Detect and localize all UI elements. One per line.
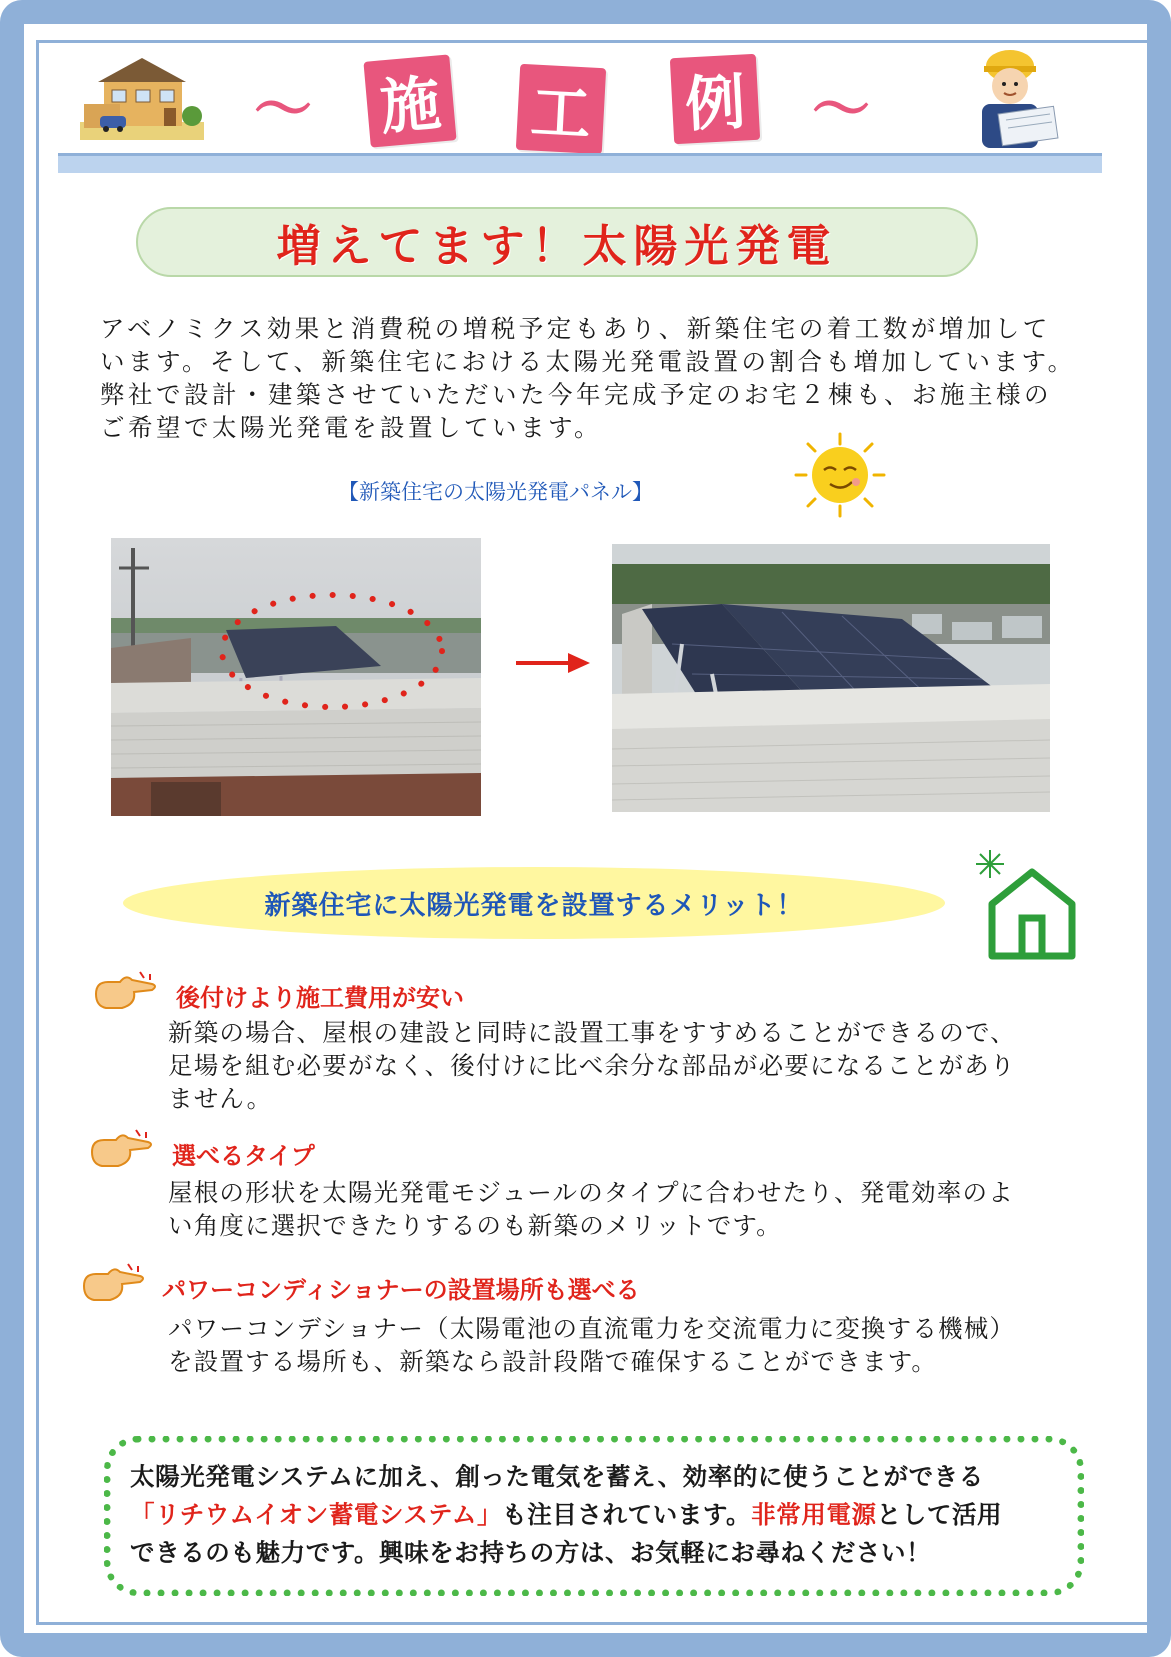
tilde-left: 〜 bbox=[254, 75, 313, 143]
inner-frame bbox=[36, 40, 1162, 1625]
closing-line-1: 太陽光発電システムに加え、創った電気を蓄え、効率的に使うことができる bbox=[130, 1462, 984, 1491]
title-char-3: 例 bbox=[670, 54, 760, 144]
merit-heading: 新築住宅に太陽光発電を設置するメリット！ bbox=[264, 890, 804, 921]
header-rule bbox=[58, 153, 1102, 173]
house-illustration bbox=[80, 52, 204, 144]
closing-highlight-2: 非常用電源 bbox=[751, 1500, 877, 1529]
intro-line: 弊社で設計・建築させていただいた今年完成予定のお宅２棟も、お施主様の bbox=[100, 380, 1052, 409]
pointing-hand-icon bbox=[88, 1128, 154, 1172]
closing-line-2 bbox=[130, 1496, 1080, 1534]
sun-icon bbox=[790, 432, 890, 518]
merit-body-3 bbox=[168, 1312, 1088, 1378]
closing-line-3: できるのも魅力です。興味をお持ちの方は、お気軽にお尋ねください！ bbox=[130, 1538, 932, 1567]
merit-line: ません。 bbox=[168, 1084, 273, 1113]
pointing-hand-icon bbox=[92, 970, 158, 1014]
arrow-right-icon bbox=[514, 650, 592, 676]
section-heading-pill bbox=[136, 207, 978, 277]
merit-line: い角度に選択できたりするのも新築のメリットです。 bbox=[168, 1211, 782, 1240]
closing-line-2-mid: も注目されています。 bbox=[502, 1500, 752, 1529]
worker-illustration bbox=[966, 44, 1062, 152]
section-heading: 増えてます！太陽光発電 bbox=[276, 221, 838, 272]
merit-line: を設置する場所も、新築なら設計段階で確保することができます。 bbox=[168, 1347, 938, 1376]
merit-line: 新築の場合、屋根の建設と同時に設置工事をすすめることができるので、 bbox=[168, 1018, 1016, 1047]
merit-body-2 bbox=[168, 1176, 1088, 1242]
intro-line: アベノミクス効果と消費税の増税予定もあり、新築住宅の着工数が増加して bbox=[100, 314, 1051, 343]
title-char-2: 工 bbox=[516, 64, 606, 154]
merit-title-1: 後付けより施工費用が安い bbox=[176, 984, 464, 1012]
merit-heading-ellipse bbox=[123, 867, 945, 939]
merit-title-2: 選べるタイプ bbox=[172, 1142, 315, 1170]
merit-title-3: パワーコンディショナーの設置場所も選べる bbox=[162, 1276, 640, 1304]
closing-text bbox=[130, 1458, 1080, 1572]
tilde-right: 〜 bbox=[812, 75, 871, 143]
photo-after bbox=[612, 544, 1050, 812]
photo-before bbox=[111, 538, 481, 816]
pointing-hand-icon bbox=[80, 1262, 146, 1306]
merit-line: パワーコンデショナー（太陽電池の直流電力を交流電力に変換する機械） bbox=[168, 1314, 1016, 1343]
intro-line: います。そして、新築住宅における太陽光発電設置の割合も増加しています。 bbox=[100, 347, 1076, 376]
green-house-icon bbox=[976, 848, 1076, 960]
intro-line: ご希望で太陽光発電を設置しています。 bbox=[100, 413, 603, 442]
merit-line: 屋根の形状を太陽光発電モジュールのタイプに合わせたり、発電効率のよ bbox=[168, 1178, 1014, 1207]
intro-paragraph bbox=[100, 312, 1080, 444]
merit-line: 足場を組む必要がなく、後付けに比べ余分な部品が必要になることがあり bbox=[168, 1051, 1016, 1080]
title-char-1: 施 bbox=[363, 54, 456, 147]
merit-body-1 bbox=[168, 1016, 1088, 1115]
closing-line-2-end: として活用 bbox=[876, 1500, 1003, 1529]
photo-caption: 【新築住宅の太陽光発電パネル】 bbox=[338, 480, 653, 504]
closing-highlight-1: 「リチウムイオン蓄電システム」 bbox=[130, 1500, 503, 1529]
